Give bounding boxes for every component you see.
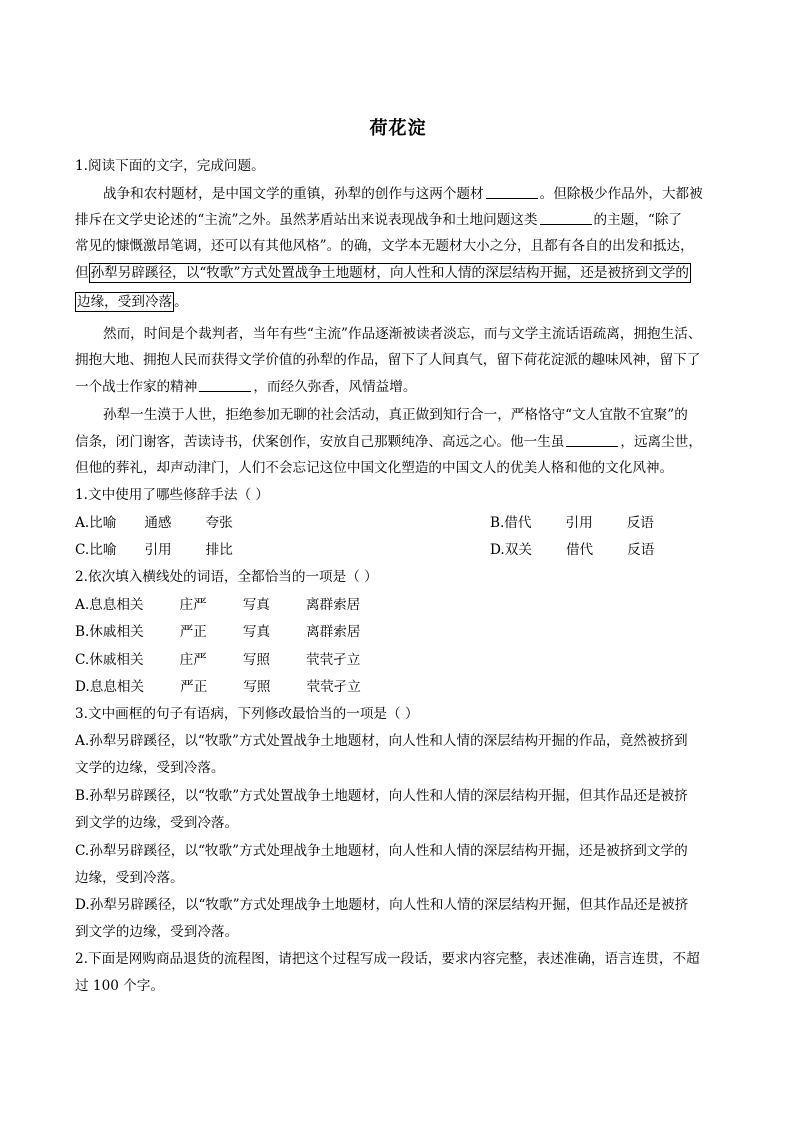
option-a[interactable]: A.息息相关 庄严 写真 离群索居 (75, 597, 361, 613)
passage-line: 排斥在文学史论述的“主流”之外。虽然茅盾站出来说表现战争和土地问题这类 的主题，“除了 (75, 212, 683, 228)
option-a-line2[interactable]: 文学的边缘，受到冷落。 (75, 760, 225, 776)
passage-line: 一个战士作家的精神 ，而经久弥香，风情益增。 (75, 379, 417, 395)
option-b[interactable]: B.休戚相关 严正 写真 离群索居 (75, 624, 361, 640)
fill-blank (199, 379, 251, 392)
passage-line: 然而，时间是个裁判者，当年有些“主流”作品逐渐被读者淡忘，而与文学主流话语疏离，拥抱生活、 (103, 326, 702, 342)
option-b-line1[interactable]: B.孙犁另辟蹊径，以“牧歌”方式处置战争土地题材，向人性和人情的深层结构开掘，但其作品还是被挤 (75, 788, 688, 804)
fill-blank (540, 212, 592, 225)
question-2-line2: 过 100 个字。 (75, 978, 164, 994)
option-c[interactable]: C.比喻 引用 排比 (75, 542, 233, 558)
fill-blank (486, 186, 538, 199)
sub-question-2-stem: 2.依次填入横线处的词语，全都恰当的一项是（ ） (75, 569, 378, 585)
question-1-header: 1.阅读下面的文字，完成问题。 (75, 158, 265, 174)
option-d-line1[interactable]: D.孙犁另辟蹊径，以“牧歌”方式处理战争土地题材，向人性和人情的深层结构开掘，但其作品还是被挤 (75, 897, 689, 913)
passage-line: 拥抱大地、拥抱人民而获得文学价值的孙犁的作品，留下了人间真气，留下荷花淀派的趣味风神，留下了 (75, 352, 701, 368)
passage-line: 战争和农村题材，是中国文学的重镇，孙犁的创作与这两个题材 。但除极少作品外，大都被 (103, 186, 703, 202)
passage-line: 但他的葬礼，却声动津门，人们不会忘记这位中国文化塑造的中国文人的优美人格和他的文化风神。 (75, 460, 674, 476)
sub-question-1-stem: 1.文中使用了哪些修辞手法（ ） (75, 487, 270, 503)
sub-question-3-stem: 3.文中画框的句子有语病，下列修改最恰当的一项是（ ） (75, 706, 419, 722)
option-d[interactable]: D.双关 借代 反语 (490, 542, 655, 558)
option-c[interactable]: C.休戚相关 庄严 写照 茕茕孑立 (75, 652, 361, 668)
option-c-line1[interactable]: C.孙犁另辟蹊径，以“牧歌”方式处理战争土地题材，向人性和人情的深层结构开掘，还是被挤到文学的 (75, 843, 688, 859)
option-b-line2[interactable]: 到文学的边缘，受到冷落。 (75, 815, 239, 831)
passage-line: 孙犁一生漠于人世，拒绝参加无聊的社会活动，真正做到知行合一，严格恪守“文人宜散不宜聚”的 (103, 407, 688, 423)
boxed-sentence-part2: 边缘，受到冷落 (77, 294, 173, 310)
page-title: 荷花淀 (369, 118, 427, 139)
passage-line: 边缘，受到冷落 。 (77, 294, 188, 310)
option-c-line2[interactable]: 边缘，受到冷落。 (75, 870, 184, 886)
fill-blank (566, 434, 618, 447)
option-d-line2[interactable]: 到文学的边缘，受到冷落。 (75, 924, 239, 940)
boxed-sentence-part1: 孙犁另辟蹊径，以“牧歌”方式处置战争土地题材，向人性和人情的深层结构开掘，还是被挤到文学的 (90, 265, 690, 281)
option-a[interactable]: A.比喻 通感 夸张 (75, 515, 233, 531)
passage-line: 但 孙犁另辟蹊径，以“牧歌”方式处置战争土地题材，向人性和人情的深层结构开掘，还是被挤到文学的 (75, 265, 690, 281)
passage-line: 常见的慷慨激昂笔调，还可以有其他风格”。的确，文学本无题材大小之分，且都有各自的出发和抵达， (75, 238, 694, 254)
passage-line: 信条，闭门谢客，苦读诗书，伏案创作，安放自己那颗纯净、高远之心。他一生虽 ，远离尘世， (75, 434, 702, 450)
question-2-line1: 2.下面是网购商品退货的流程图，请把这个过程写成一段话，要求内容完整，表述准确，语言连贯，不超 (75, 951, 700, 967)
option-d[interactable]: D.息息相关 严正 写照 茕茕孑立 (75, 679, 361, 695)
option-a-line1[interactable]: A.孙犁另辟蹊径，以“牧歌”方式处置战争土地题材，向人性和人情的深层结构开掘的作品，竟然被挤到 (75, 733, 688, 749)
option-b[interactable]: B.借代 引用 反语 (490, 515, 654, 531)
